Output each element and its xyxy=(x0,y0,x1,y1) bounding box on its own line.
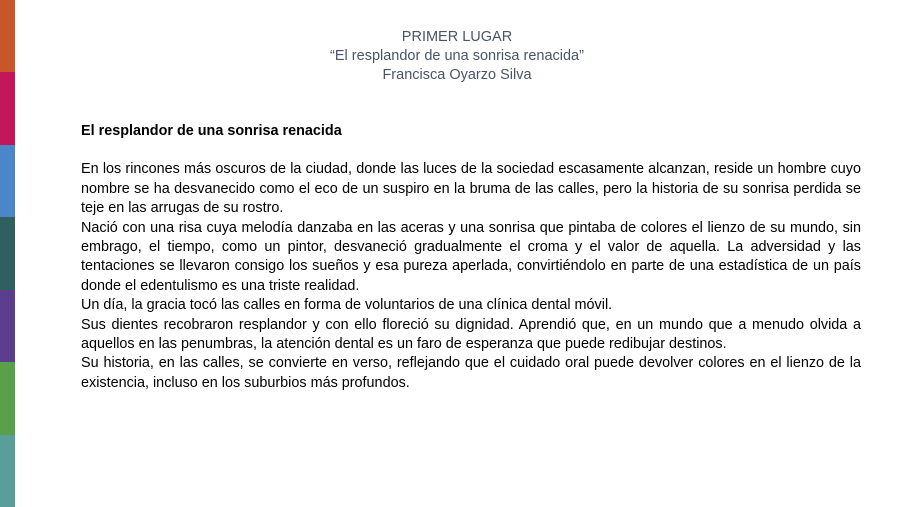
essay-paragraph-4: Sus dientes recobraron resplandor y con ello floreció su dignidad. Aprendió que, en un mundo que a menudo olvida a aquellos en las penumbras, la atención dental es un faro de esperanza que puede redibujar destinos. xyxy=(81,316,861,353)
essay-paragraph-5: Su historia, en las calles, se convierte en verso, reflejando que el cuidado oral puede devolver colores en el lienzo de la existencia, incluso en los suburbios más profundos. xyxy=(81,355,861,391)
author-name: Francisca Oyarzo Silva xyxy=(382,67,532,83)
award-label: PRIMER LUGAR xyxy=(401,29,513,45)
page-header xyxy=(0,28,900,85)
stripe-green xyxy=(0,362,15,435)
essay-paragraph-3: Un día, la gracia tocó las calles en forma de voluntarios de una clínica dental móvil. xyxy=(81,297,613,314)
stripe-purple xyxy=(0,290,15,362)
stripe-teal xyxy=(0,435,15,507)
stripe-dark-teal xyxy=(0,217,15,290)
essay-paragraph-1: En los rincones más oscuros de la ciudad, donde las luces de la sociedad escasamente alcanzan, reside un hombre cuyo nombre se ha desvanecido como el eco de un suspiro en la bruma de las calles, pero la historia de su sonrisa perdida se teje en las arrugas de su rostro. xyxy=(81,161,861,217)
quoted-title: “El resplandor de una sonrisa renacida” xyxy=(330,48,584,64)
essay-paragraph-2: Nació con una risa cuya melodía danzaba en las aceras y una sonrisa que pintaba de colores el lienzo de su mundo, sin embrago, el tiempo, como un pintor, desvaneció gradualmente el croma y el valor de aquella. La adversidad y las tentaciones se llevaron consigo los sueños y esa pureza aperlada, convirtiéndolo en parte de una estadística de un país donde el edentulismo es una triste realidad. xyxy=(81,219,861,294)
stripe-blue xyxy=(0,145,15,217)
essay-title: El resplandor de una sonrisa renacida xyxy=(81,123,342,139)
essay-body xyxy=(81,122,861,393)
